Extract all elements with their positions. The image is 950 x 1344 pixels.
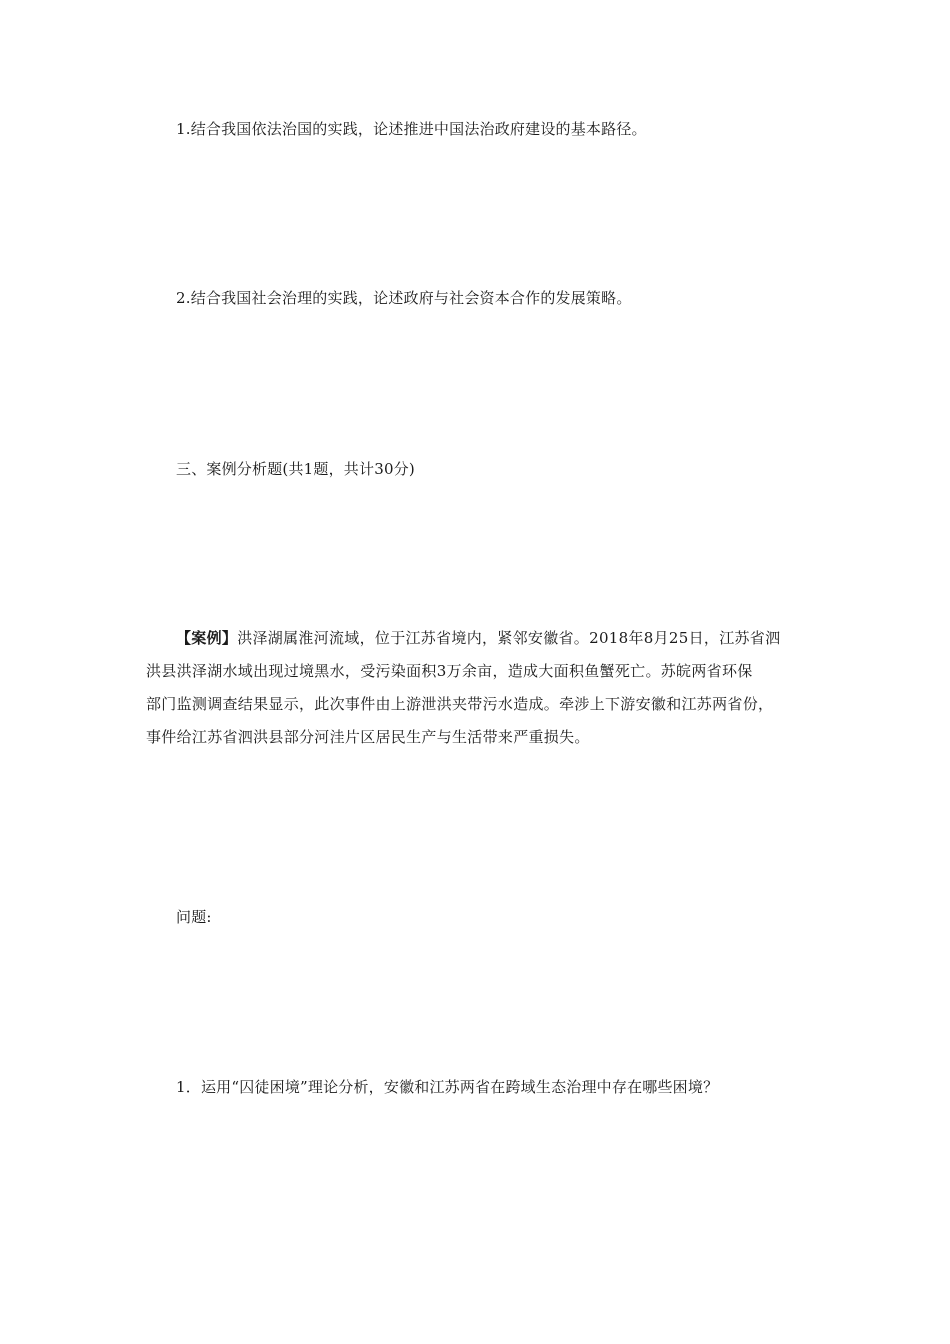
section-heading: 三、案例分析题(共1题，共计30分) — [176, 460, 415, 478]
case-line-3: 部门监测调查结果显示，此次事件由上游泄洪夹带污水造成。牵涉上下游安徽和江苏两省份， — [146, 695, 774, 713]
case-line-4: 事件给江苏省泗洪县部分河洼片区居民生产与生活带来严重损失。 — [146, 728, 590, 746]
problems-label: 问题: — [176, 908, 212, 926]
essay-question-1: 1.结合我国依法治国的实践，论述推进中国法治政府建设的基本路径。 — [176, 120, 647, 138]
case-line-2: 洪县洪泽湖水域出现过境黑水，受污染面积3万余亩，造成大面积鱼蟹死亡。苏皖两省环保 — [146, 662, 753, 680]
case-tag: 【案例】 — [176, 629, 238, 647]
case-question-1: 1．运用“囚徒困境”理论分析，安徽和江苏两省在跨域生态治理中存在哪些困境？ — [176, 1078, 719, 1096]
case-paragraph — [146, 622, 806, 754]
case-line-1 — [146, 622, 806, 655]
case-line-1-text: 洪泽湖属淮河流域，位于江苏省境内，紧邻安徽省。2018年8月25日，江苏省泗 — [237, 629, 781, 647]
essay-question-2: 2.结合我国社会治理的实践，论述政府与社会资本合作的发展策略。 — [176, 289, 632, 307]
